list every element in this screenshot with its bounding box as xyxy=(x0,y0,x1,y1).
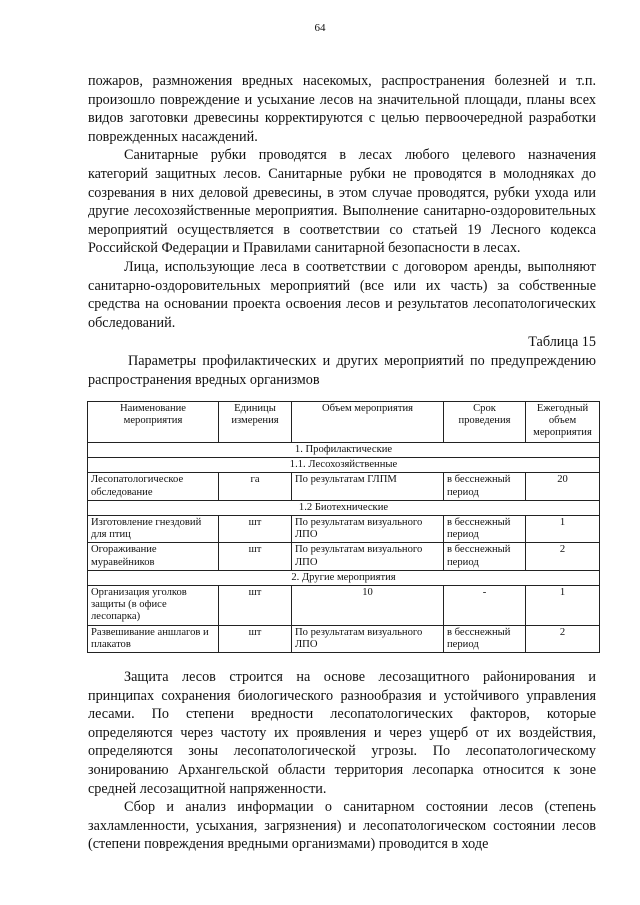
cell-term: в бесснежный период xyxy=(444,473,526,500)
parameters-table xyxy=(87,401,600,653)
table-row xyxy=(88,625,600,652)
section-title: 1. Профилактические xyxy=(88,443,600,458)
cell-name: Организация уголков защиты (в офисе лесопарка) xyxy=(88,586,219,626)
cell-name: Изготовление гнездовий для птиц xyxy=(88,516,219,543)
text-block-bottom xyxy=(88,668,596,854)
table-row xyxy=(88,516,600,543)
section-row xyxy=(88,570,600,585)
table-row xyxy=(88,543,600,570)
cell-volume: 10 xyxy=(292,586,444,626)
cell-name: Лесопатологическое обследование xyxy=(88,473,219,500)
cell-units: шт xyxy=(219,516,292,543)
paragraph: Лица, использующие леса в соответствии с договором аренды, выполняют санитарно-оздоровительных мероприятий (все или их часть) за собственные средства на основании проекта освоения лесов и результатов лесопатологических обследований. xyxy=(88,258,596,331)
cell-units: шт xyxy=(219,543,292,570)
paragraph: Сбор и анализ информации о санитарном состоянии лесов (степень захламленности, усыхания, загрязнения) и лесопатологическом состоянии лесов (степени повреждения вредными организмами) проводится в ходе xyxy=(88,799,596,853)
cell-annual: 20 xyxy=(526,473,600,500)
cell-term: в бесснежный период xyxy=(444,543,526,570)
cell-units: га xyxy=(219,473,292,500)
header-name: Наименование мероприятия xyxy=(88,402,219,443)
header-annual: Ежегодный объем мероприятия xyxy=(526,402,600,443)
section-title: 1.1. Лесохозяйственные xyxy=(88,458,600,473)
section-row xyxy=(88,443,600,458)
cell-units: шт xyxy=(219,586,292,626)
cell-volume: По результатам визуального ЛПО xyxy=(292,543,444,570)
paragraph: Защита лесов строится на основе лесозащитного районирования и принципах сохранения биологического разнообразия и устойчивого управления лесами. По степени вредности лесопатологических факторов, которые определяются через частоту их проявления и через ущерб от их воздействия, определяются зоны лесопатологической угрозы. По лесопатологическому зонированию Архангельской области территория лесопарка относится к зоне средней лесозащитной напряженности. xyxy=(88,669,596,797)
cell-term: в бесснежный период xyxy=(444,516,526,543)
page-number: 64 xyxy=(314,22,326,34)
cell-name: Огораживание муравейников xyxy=(88,543,219,570)
section-row xyxy=(88,500,600,515)
cell-units: шт xyxy=(219,625,292,652)
table-caption: Параметры профилактических и других мероприятий по предупреждению распространения вредных организмов xyxy=(88,353,596,388)
cell-term: в бесснежный период xyxy=(444,625,526,652)
section-row xyxy=(88,458,600,473)
header-volume: Объем мероприятия xyxy=(292,402,444,443)
table-header-row xyxy=(88,402,600,443)
section-title: 2. Другие мероприятия xyxy=(88,570,600,585)
paragraph: Санитарные рубки проводятся в лесах любого целевого назначения категорий защитных лесов. Санитарные рубки не проводятся в молодняках до созревания в них деловой древесины, в этом случае проводятся, рубки ухода или другие лесохозяйственные мероприятия. Выполнение санитарно-оздоровительных мероприятий осуществляется в соответствии со статьей 19 Лесного кодекса Российской Федерации и Правилами санитарной безопасности в лесах. xyxy=(88,147,596,257)
cell-annual: 1 xyxy=(526,516,600,543)
cell-name: Развешивание аншлагов и плакатов xyxy=(88,625,219,652)
cell-volume: По результатам визуального ЛПО xyxy=(292,516,444,543)
table-row xyxy=(88,473,600,500)
table-label: Таблица 15 xyxy=(528,334,596,350)
cell-volume: По результатам визуального ЛПО xyxy=(292,625,444,652)
cell-volume: По результатам ГЛПМ xyxy=(292,473,444,500)
text-block-top xyxy=(88,72,596,332)
header-units: Единицы измерения xyxy=(219,402,292,443)
cell-annual: 1 xyxy=(526,586,600,626)
section-title: 1.2 Биотехнические xyxy=(88,500,600,515)
cell-term: - xyxy=(444,586,526,626)
paragraph: пожаров, размножения вредных насекомых, распространения болезней и т.п. произошло повреждение и усыхание лесов на значительной площади, планы всех видов заготовки древесины корректируются с целью первоочередной разработки поврежденных насаждений. xyxy=(88,73,596,145)
cell-annual: 2 xyxy=(526,543,600,570)
table-row xyxy=(88,586,600,626)
cell-annual: 2 xyxy=(526,625,600,652)
header-term: Срок проведения xyxy=(444,402,526,443)
